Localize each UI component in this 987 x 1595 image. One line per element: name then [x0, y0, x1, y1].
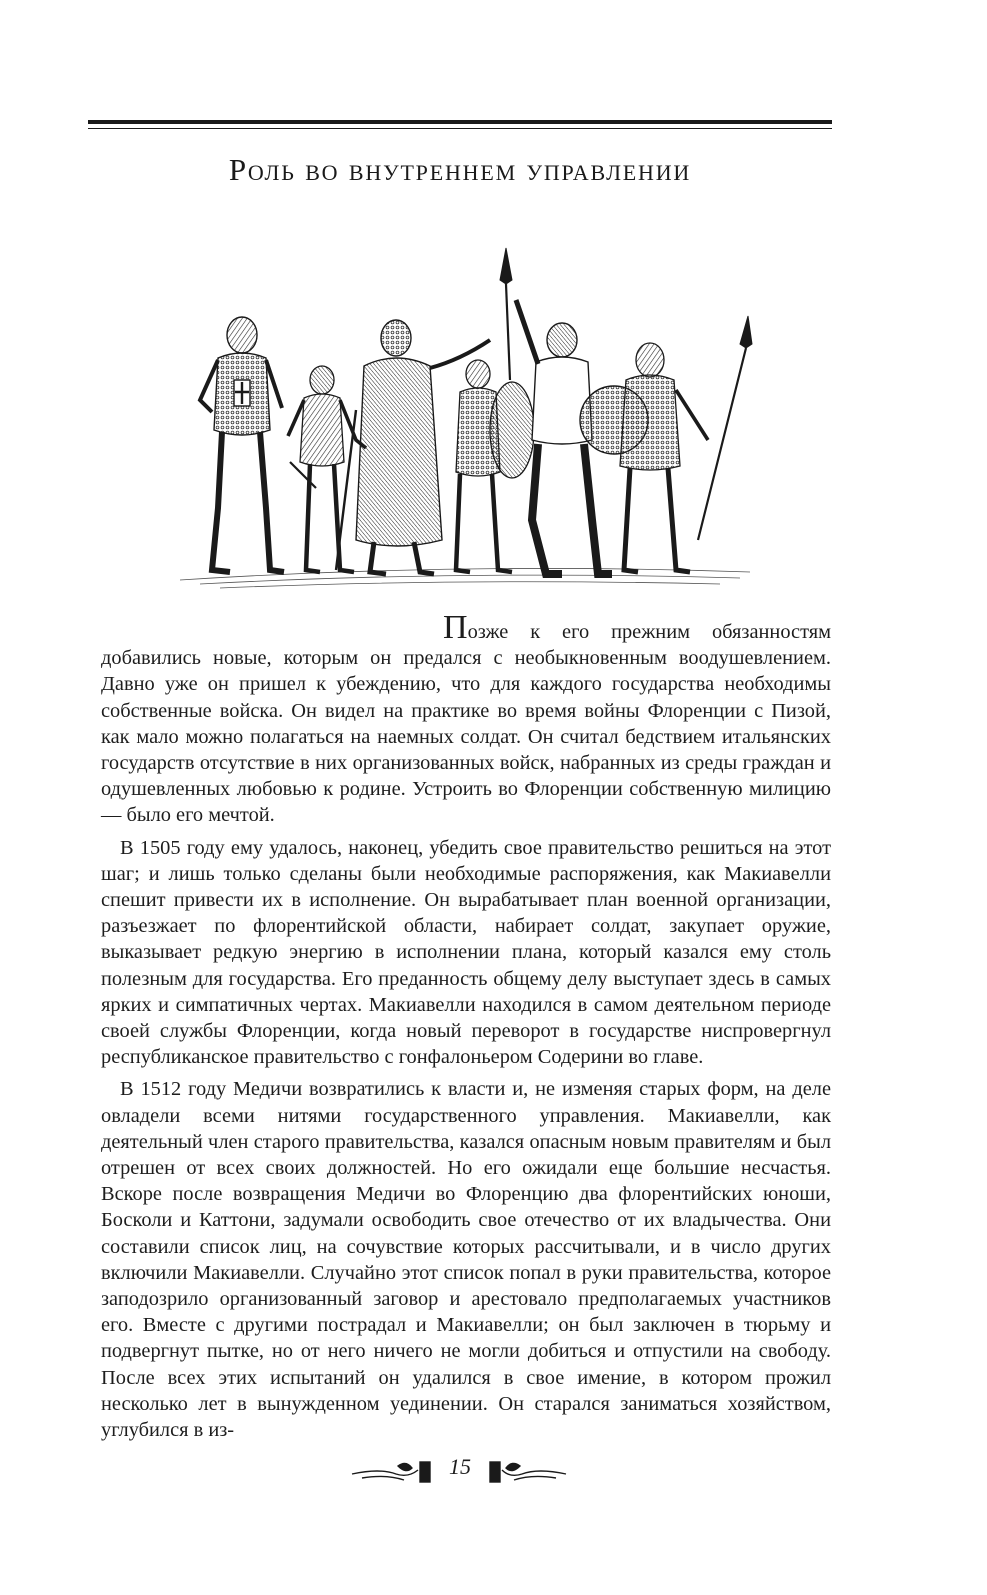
shield-soldier-figure	[456, 360, 534, 572]
paragraph-2: В 1505 году ему удалось, наконец, убедить свое правительство решиться на этот шаг; и лишь только сделаны были необходимые распоряжения, как Макиавелли спешит привести их в исполнение. Он вырабатывает план военной организации, разъезжает по флорентийской области, набирает солдат, закупает оружие, выказывает редкую энергию в исполнении плана, который казался ему столь полезным для государства. Его преданность общему делу выступает здесь в самых ярких и симпатичных чертах. Макиавелли находился в самом деятельном периоде своей службы Флоренции, когда новый переворот в государстве ниспровергнул республиканское правительство с гонфалоньером Содерини во главе.	[101, 836, 831, 1069]
paragraph-3: В 1512 году Медичи возвратились к власти и, не изменяя старых форм, на деле овладели всеми нитями государственного управления. Макиавелли, как деятельный член старого правительства, казался опасным новым правителям и был отрешен от всех своих должностей. Но его ожидали еще большие несчастья. Вскоре после возвращения Медичи во Флоренцию два флорентийских юноши, Босколи и Каттони, задумали освободить свое отечество от их владычества. Они составили список лиц, на сочувствие которых рассчитывали, и в число других включили Макиавелли. Случайно этот список попал в руки правительства, которое заподозрило организованный заговор и арестовало предполагаемых участников его. Вместе с другими пострадал и Макиавелли; он был заключен в тюрьму и подвергнут пытке, но от него ничего не могли добиться и отпустили на свободу. После всех этих испытаний он удалился в свое имение, в котором прожил несколько лет в вынужденном уединении. Он старался заниматься хозяйством, углубился в из-	[101, 1078, 831, 1442]
spearman-figure	[620, 343, 708, 572]
spear-2	[698, 316, 752, 540]
paragraph-1-text: озже к его прежним обязанностям добавились новые, которым он предался с необыкновенным воодушевлением. Давно уже он пришел к убеждению, что для каждого государства необходимы собственные войска. Он видел на практике во время войны Флоренции с Пизой, как мало можно полагаться на наемных солдат. Он считал бедствием итальянских государств отсутствие в них организованных войск, набранных из среды граждан и одушевленных любовью к родине. Устроить во Флоренции собственную милицию — было его мечтой.	[101, 621, 831, 827]
body-text	[101, 609, 831, 1443]
warriors-illustration	[160, 240, 760, 600]
header-rule-thick	[88, 120, 832, 124]
knight-figure-1	[200, 317, 284, 572]
paragraph-1	[101, 609, 831, 829]
squire-figure	[288, 366, 366, 572]
header-rule-thin	[88, 128, 832, 129]
page-number: 15	[449, 1454, 471, 1479]
spear-1	[500, 248, 512, 380]
chapter-title: Роль во внутреннем управлении	[228, 152, 692, 187]
drop-cap: П	[443, 609, 468, 646]
footer-ornament	[0, 1452, 987, 1492]
